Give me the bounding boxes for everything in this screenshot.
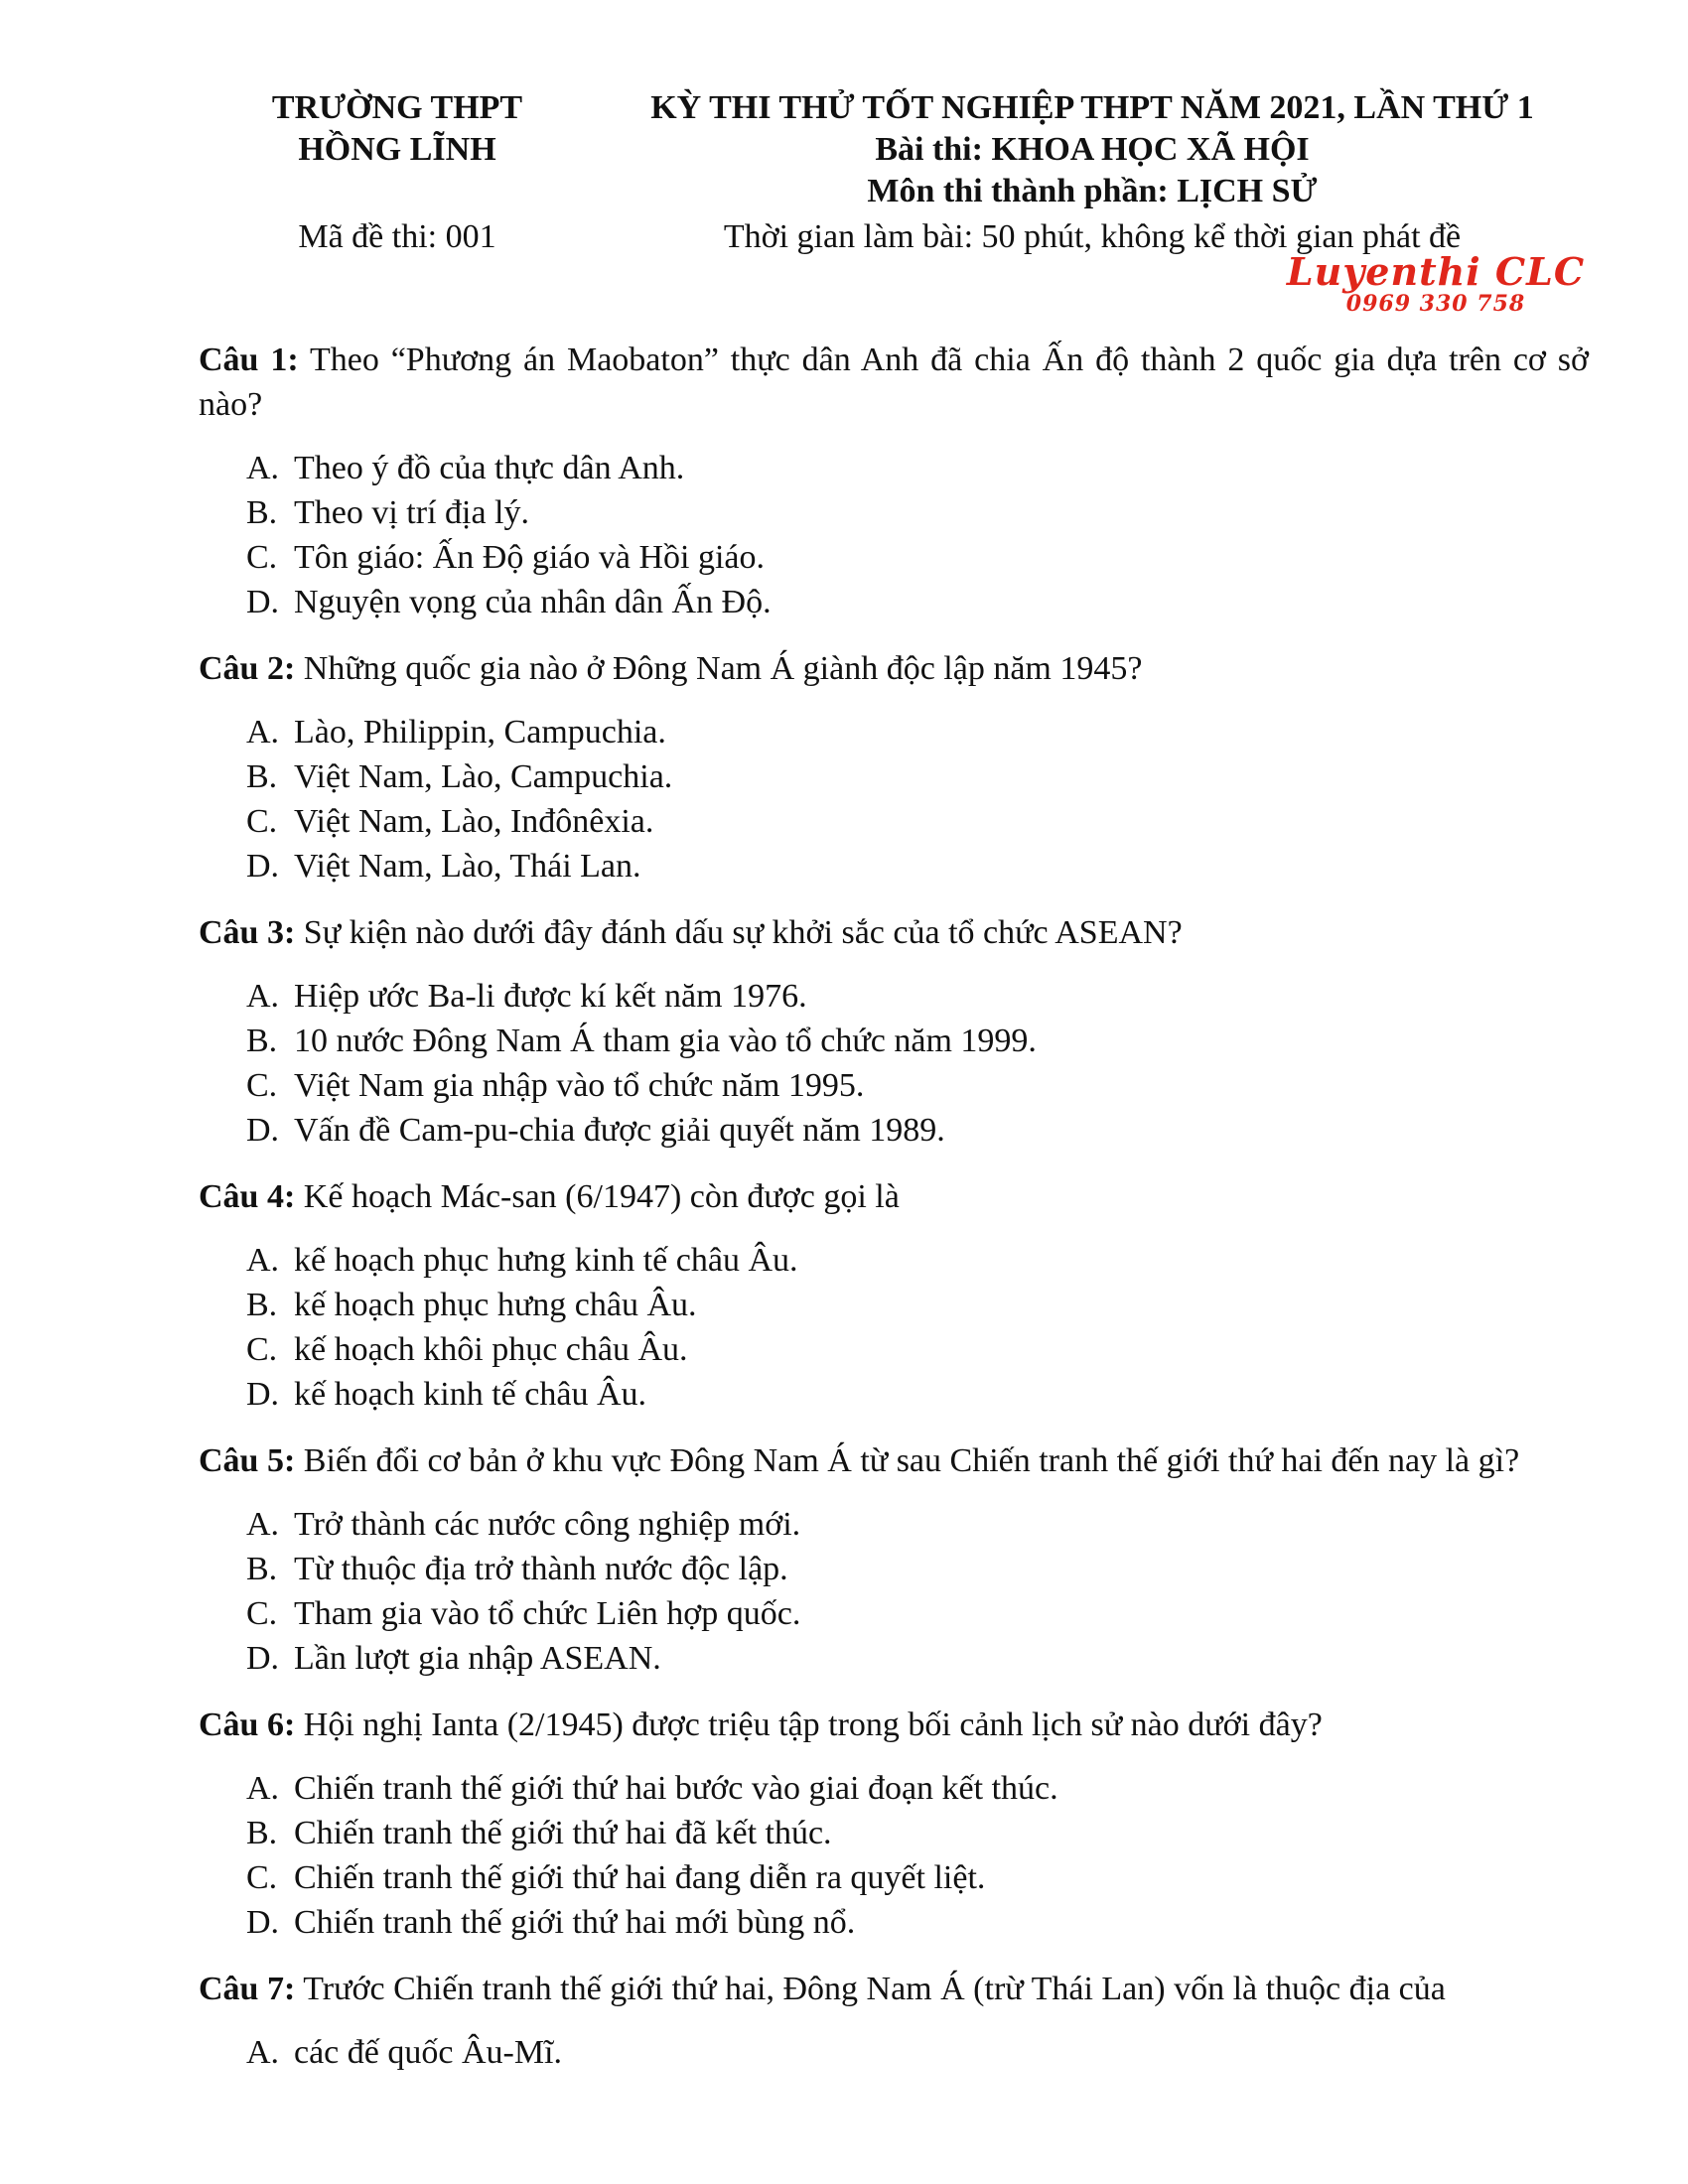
answer-option [199, 799, 1589, 844]
option-letter: C. [246, 1067, 278, 1104]
question-stem [199, 646, 1589, 691]
school-header [199, 87, 596, 258]
exam-duration: Thời gian làm bài: 50 phút, không kể thời gian phát đề [723, 218, 1462, 255]
answer-options [199, 2030, 1589, 2075]
option-text: Lần lượt gia nhập ASEAN. [294, 1640, 661, 1677]
answer-option [199, 1502, 1589, 1547]
option-letter: B. [246, 1287, 278, 1323]
option-text: các đế quốc Âu-Mĩ. [294, 2034, 563, 2071]
option-letter: A. [246, 978, 280, 1015]
question-stem [199, 1967, 1589, 2011]
question-text: Theo “Phương án Maobaton” thực dân Anh đã chia Ấn độ thành 2 quốc gia dựa trên cơ sở nào? [199, 341, 1589, 423]
question-text: Biến đổi cơ bản ở khu vực Đông Nam Á từ sau Chiến tranh thế giới thứ hai đến nay là gì? [303, 1442, 1520, 1479]
option-letter: D. [246, 1112, 280, 1149]
question-text: Những quốc gia nào ở Đông Nam Á giành độc lập năm 1945? [303, 650, 1143, 687]
answer-options [199, 1502, 1589, 1681]
option-text: Lào, Philippin, Campuchia. [294, 714, 666, 751]
option-text: Chiến tranh thế giới thứ hai mới bùng nổ. [294, 1904, 856, 1941]
question-list [199, 338, 1589, 2097]
option-text: Chiến tranh thế giới thứ hai bước vào giai đoạn kết thúc. [294, 1770, 1058, 1807]
option-letter: B. [246, 758, 278, 795]
subject-group: Bài thi: KHOA HỌC XÃ HỘI [875, 131, 1310, 168]
exam-header [596, 87, 1589, 258]
option-text: kế hoạch khôi phục châu Âu. [294, 1331, 688, 1368]
question-stem [199, 1174, 1589, 1219]
option-text: Vấn đề Cam-pu-chia được giải quyết năm 1989. [294, 1112, 945, 1149]
option-letter: C. [246, 1331, 278, 1368]
question-6 [199, 1703, 1589, 1945]
option-text: Từ thuộc địa trở thành nước độc lập. [294, 1551, 788, 1587]
option-letter: C. [246, 803, 278, 840]
logo-phone: 0969 330 758 [1345, 291, 1526, 317]
question-label: Câu 4: [199, 1178, 296, 1215]
answer-options [199, 446, 1589, 624]
answer-option [199, 535, 1589, 580]
option-text: Tôn giáo: Ấn Độ giáo và Hồi giáo. [294, 539, 766, 576]
answer-option [199, 1636, 1589, 1681]
option-letter: D. [246, 1904, 280, 1941]
option-text: Trở thành các nước công nghiệp mới. [294, 1506, 801, 1543]
option-text: Việt Nam, Lào, Thái Lan. [294, 848, 641, 885]
option-text: 10 nước Đông Nam Á tham gia vào tổ chức năm 1999. [294, 1023, 1037, 1059]
answer-option [199, 1900, 1589, 1945]
answer-option [199, 754, 1589, 799]
question-2 [199, 646, 1589, 888]
option-letter: C. [246, 1859, 278, 1896]
watermark-logo [1277, 249, 1595, 317]
question-label: Câu 3: [199, 914, 296, 951]
question-7 [199, 1967, 1589, 2075]
option-letter: C. [246, 539, 278, 576]
option-text: Việt Nam gia nhập vào tổ chức năm 1995. [294, 1067, 865, 1104]
answer-option [199, 1327, 1589, 1372]
option-text: Hiệp ước Ba-li được kí kết năm 1976. [294, 978, 807, 1015]
option-letter: A. [246, 1506, 280, 1543]
answer-options [199, 1766, 1589, 1945]
question-stem [199, 1703, 1589, 1747]
option-text: Theo vị trí địa lý. [294, 494, 530, 531]
subject-name: Môn thi thành phần: LỊCH SỬ [867, 173, 1318, 209]
option-letter: D. [246, 1640, 280, 1677]
answer-option [199, 710, 1589, 754]
option-text: Chiến tranh thế giới thứ hai đang diễn ra quyết liệt. [294, 1859, 986, 1896]
question-label: Câu 1: [199, 341, 299, 378]
logo-name: Luyenthi CLC [1286, 249, 1586, 294]
answer-option [199, 2030, 1589, 2075]
answer-option [199, 1283, 1589, 1327]
option-letter: A. [246, 450, 280, 486]
option-letter: B. [246, 1023, 278, 1059]
exam-title: KỲ THI THỬ TỐT NGHIỆP THPT NĂM 2021, LẦN THỨ 1 [650, 89, 1534, 126]
answer-option [199, 490, 1589, 535]
answer-option [199, 1019, 1589, 1063]
option-text: Chiến tranh thế giới thứ hai đã kết thúc. [294, 1815, 832, 1851]
question-stem [199, 910, 1589, 955]
option-text: Việt Nam, Lào, Inđônêxia. [294, 803, 654, 840]
option-text: Theo ý đồ của thực dân Anh. [294, 450, 685, 486]
answer-option [199, 1063, 1589, 1108]
question-text: Sự kiện nào dưới đây đánh dấu sự khởi sắc của tổ chức ASEAN? [303, 914, 1183, 951]
question-5 [199, 1438, 1589, 1681]
question-label: Câu 7: [199, 1971, 296, 2007]
question-3 [199, 910, 1589, 1153]
answer-option [199, 580, 1589, 624]
answer-option [199, 1108, 1589, 1153]
answer-option [199, 1238, 1589, 1283]
answer-option [199, 974, 1589, 1019]
question-text: Trước Chiến tranh thế giới thứ hai, Đông Nam Á (trừ Thái Lan) vốn là thuộc địa của [303, 1971, 1446, 2007]
option-letter: D. [246, 1376, 280, 1413]
option-letter: A. [246, 1770, 280, 1807]
school-name-line2: HỒNG LĨNH [298, 131, 496, 168]
exam-code: Mã đề thi: 001 [298, 218, 496, 255]
question-1 [199, 338, 1589, 624]
answer-options [199, 710, 1589, 888]
answer-option [199, 1591, 1589, 1636]
question-label: Câu 2: [199, 650, 296, 687]
school-name-line1: TRƯỜNG THPT [271, 89, 523, 126]
question-stem [199, 338, 1589, 427]
option-letter: B. [246, 494, 278, 531]
option-text: kế hoạch kinh tế châu Âu. [294, 1376, 646, 1413]
question-text: Kế hoạch Mác-san (6/1947) còn được gọi là [303, 1178, 900, 1215]
answer-option [199, 1855, 1589, 1900]
option-letter: C. [246, 1595, 278, 1632]
option-text: kế hoạch phục hưng kinh tế châu Âu. [294, 1242, 798, 1279]
option-letter: D. [246, 584, 280, 620]
question-4 [199, 1174, 1589, 1417]
answer-option [199, 1766, 1589, 1811]
question-label: Câu 6: [199, 1706, 296, 1743]
option-text: kế hoạch phục hưng châu Âu. [294, 1287, 697, 1323]
answer-options [199, 974, 1589, 1153]
option-text: Nguyện vọng của nhân dân Ấn Độ. [294, 584, 772, 620]
option-text: Việt Nam, Lào, Campuchia. [294, 758, 673, 795]
answer-options [199, 1238, 1589, 1417]
answer-option [199, 844, 1589, 888]
option-letter: A. [246, 1242, 280, 1279]
option-letter: D. [246, 848, 280, 885]
question-stem [199, 1438, 1589, 1483]
question-label: Câu 5: [199, 1442, 296, 1479]
option-text: Tham gia vào tổ chức Liên hợp quốc. [294, 1595, 801, 1632]
question-text: Hội nghị Ianta (2/1945) được triệu tập trong bối cảnh lịch sử nào dưới đây? [303, 1706, 1323, 1743]
option-letter: B. [246, 1815, 278, 1851]
answer-option [199, 1811, 1589, 1855]
answer-option [199, 1547, 1589, 1591]
option-letter: A. [246, 714, 280, 751]
answer-option [199, 446, 1589, 490]
option-letter: A. [246, 2034, 280, 2071]
option-letter: B. [246, 1551, 278, 1587]
answer-option [199, 1372, 1589, 1417]
